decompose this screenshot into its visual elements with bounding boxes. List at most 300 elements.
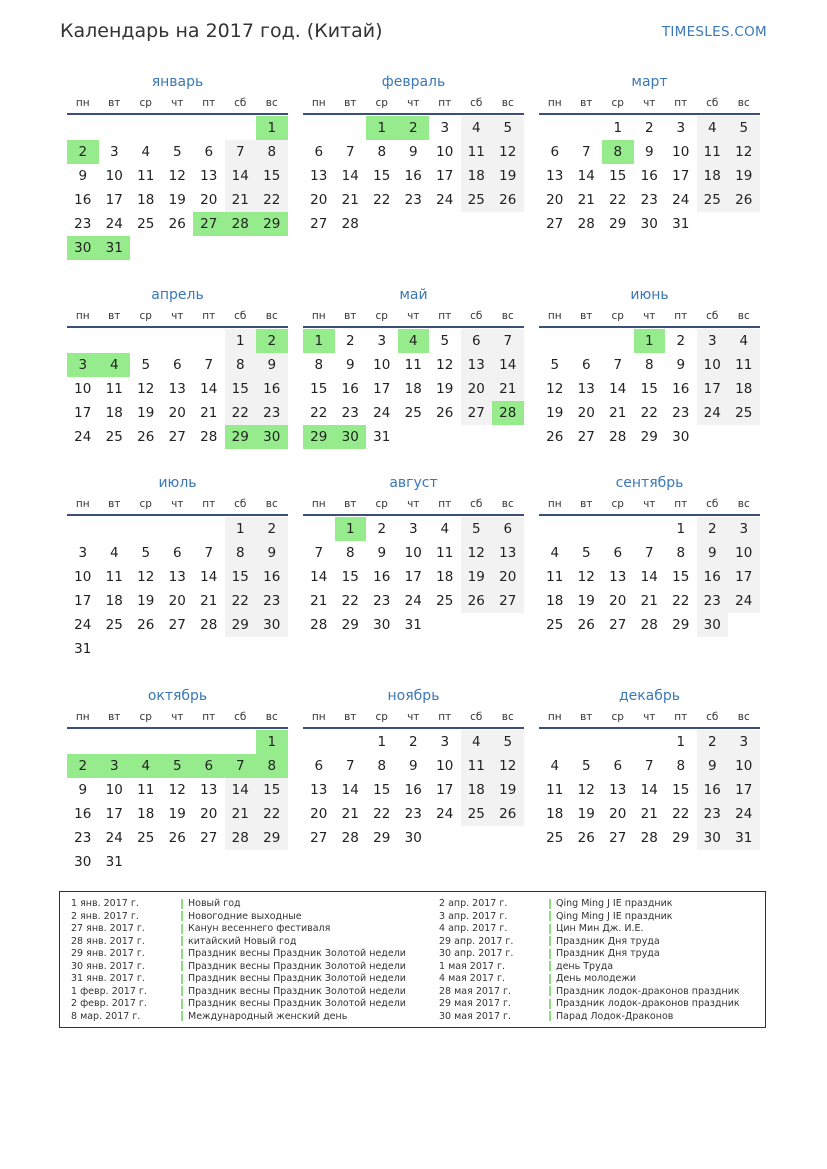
day-cell: 13 bbox=[310, 782, 328, 798]
day-cell: 18 bbox=[546, 593, 564, 609]
day-cell: 25 bbox=[546, 830, 564, 846]
month-calendar bbox=[67, 473, 288, 661]
day-cell: 16 bbox=[672, 381, 690, 397]
day-cell: 5 bbox=[141, 545, 151, 561]
holiday-day-cell: 4 bbox=[99, 353, 131, 377]
weekday-label: вс bbox=[265, 711, 278, 723]
day-cell: 18 bbox=[137, 806, 155, 822]
weekday-label: пн bbox=[547, 97, 562, 109]
weekday-label: вс bbox=[501, 498, 514, 510]
day-cell: 13 bbox=[609, 569, 627, 585]
day-cell: 16 bbox=[373, 569, 391, 585]
holiday-day-cell: 3 bbox=[99, 754, 131, 778]
day-cell: 22 bbox=[225, 401, 257, 425]
empty-day-cell bbox=[130, 116, 162, 140]
month-name: май bbox=[399, 287, 428, 303]
day-cell: 17 bbox=[373, 381, 391, 397]
weekday-label: пт bbox=[202, 711, 216, 723]
day-cell: 6 bbox=[172, 357, 182, 373]
legend-holiday-name: Праздник Дня труда bbox=[556, 935, 660, 947]
weekday-label: вт bbox=[108, 97, 121, 109]
day-cell: 12 bbox=[728, 140, 760, 164]
weekday-header bbox=[303, 94, 524, 112]
day-cell: 13 bbox=[168, 381, 186, 397]
holiday-day-cell: 1 bbox=[303, 329, 335, 353]
month-calendar bbox=[67, 285, 288, 449]
weekday-label: сб bbox=[706, 498, 719, 510]
empty-day-cell bbox=[67, 517, 99, 541]
day-cell: 10 bbox=[672, 144, 690, 160]
weekday-label: ср bbox=[139, 97, 152, 109]
day-cell: 16 bbox=[404, 168, 422, 184]
month-name: октябрь bbox=[147, 688, 208, 704]
day-cell: 11 bbox=[105, 569, 123, 585]
day-cell: 26 bbox=[137, 429, 155, 445]
day-cell: 31 bbox=[404, 617, 422, 633]
day-cell: 20 bbox=[609, 593, 627, 609]
day-cell: 21 bbox=[200, 405, 218, 421]
legend-holiday-name: Праздник Дня труда bbox=[556, 948, 660, 959]
day-cell: 15 bbox=[672, 569, 690, 585]
day-cell: 25 bbox=[137, 830, 155, 846]
day-cell: 24 bbox=[436, 806, 454, 822]
day-cell: 26 bbox=[546, 429, 564, 445]
empty-day-cell bbox=[303, 517, 335, 541]
holiday-day-cell: 4 bbox=[398, 329, 430, 353]
day-cell: 15 bbox=[373, 168, 391, 184]
weekday-label: пт bbox=[438, 310, 452, 322]
legend-holiday-name: Праздник весны Праздник Золотой недели bbox=[188, 998, 406, 1009]
day-cell: 31 bbox=[672, 216, 690, 232]
legend-holiday-name: Qing Ming J IE праздник bbox=[556, 910, 673, 922]
day-cell: 19 bbox=[137, 593, 155, 609]
day-cell: 23 bbox=[341, 405, 359, 421]
holiday-day-cell: 3 bbox=[67, 353, 99, 377]
day-cell: 8 bbox=[225, 353, 257, 377]
day-cell: 10 bbox=[373, 357, 391, 373]
day-cell: 23 bbox=[404, 192, 422, 208]
holiday-day-cell: 29 bbox=[256, 212, 288, 236]
legend-holiday-name: Новогодние выходные bbox=[188, 910, 302, 922]
weekday-label: вс bbox=[501, 711, 514, 723]
legend-row bbox=[439, 1011, 740, 1024]
day-cell: 21 bbox=[640, 593, 658, 609]
day-cell: 6 bbox=[581, 357, 591, 373]
day-cell: 21 bbox=[310, 593, 328, 609]
day-cell: 22 bbox=[256, 802, 288, 826]
day-cell: 18 bbox=[105, 593, 123, 609]
day-cell: 27 bbox=[168, 429, 186, 445]
day-cell: 3 bbox=[109, 144, 119, 160]
day-cell: 19 bbox=[546, 405, 564, 421]
day-cell: 24 bbox=[728, 589, 760, 613]
holiday-day-cell: 1 bbox=[256, 116, 288, 140]
day-cell: 28 bbox=[200, 617, 218, 633]
days-grid bbox=[303, 730, 524, 850]
day-cell: 7 bbox=[613, 357, 623, 373]
day-cell: 20 bbox=[168, 405, 186, 421]
day-cell: 2 bbox=[345, 333, 355, 349]
weekday-label: чт bbox=[643, 97, 656, 109]
weekday-label: вт bbox=[344, 97, 357, 109]
day-cell: 15 bbox=[672, 782, 690, 798]
month-name: сентябрь bbox=[615, 475, 684, 491]
day-cell: 25 bbox=[404, 405, 422, 421]
legend-date: 27 янв. 2017 г. bbox=[71, 923, 145, 934]
day-cell: 12 bbox=[137, 381, 155, 397]
empty-day-cell bbox=[539, 517, 571, 541]
day-cell: 16 bbox=[74, 192, 92, 208]
holiday-marker bbox=[549, 911, 551, 921]
day-cell: 26 bbox=[577, 830, 595, 846]
day-cell: 24 bbox=[728, 802, 760, 826]
holiday-marker bbox=[549, 1011, 551, 1021]
legend-date: 29 апр. 2017 г. bbox=[439, 935, 514, 947]
legend-date: 2 февр. 2017 г. bbox=[71, 998, 147, 1009]
day-cell: 18 bbox=[404, 381, 422, 397]
days-grid bbox=[67, 517, 288, 661]
day-cell: 7 bbox=[644, 758, 654, 774]
legend-date: 29 мая 2017 г. bbox=[439, 998, 512, 1009]
day-cell: 22 bbox=[310, 405, 328, 421]
day-cell: 17 bbox=[74, 405, 92, 421]
day-cell: 13 bbox=[492, 541, 524, 565]
day-cell: 20 bbox=[200, 806, 218, 822]
day-cell: 29 bbox=[640, 429, 658, 445]
day-cell: 25 bbox=[461, 188, 493, 212]
empty-day-cell bbox=[193, 329, 225, 353]
day-cell: 3 bbox=[78, 545, 88, 561]
day-cell: 17 bbox=[404, 569, 422, 585]
weekday-label: пн bbox=[547, 310, 562, 322]
day-cell: 4 bbox=[550, 758, 560, 774]
weekday-divider bbox=[303, 727, 524, 729]
legend-holiday-name: Праздник весны Праздник Золотой недели bbox=[188, 985, 406, 997]
day-cell: 11 bbox=[697, 140, 729, 164]
holiday-marker bbox=[549, 974, 551, 984]
holiday-day-cell: 1 bbox=[366, 116, 398, 140]
day-cell: 3 bbox=[377, 333, 387, 349]
legend-holiday-name: Международный женский день bbox=[188, 1010, 348, 1022]
day-cell: 15 bbox=[640, 381, 658, 397]
weekday-header bbox=[539, 307, 760, 325]
legend-holiday-name: День молодежи bbox=[556, 973, 637, 984]
days-grid bbox=[67, 730, 288, 874]
legend-date: 29 янв. 2017 г. bbox=[71, 948, 145, 959]
legend-holiday-name: Парад Лодок-Драконов bbox=[556, 1010, 674, 1022]
holiday-marker bbox=[549, 986, 551, 996]
holiday-day-cell: 30 bbox=[335, 425, 367, 449]
weekday-label: пт bbox=[438, 498, 452, 510]
weekday-label: вт bbox=[580, 97, 593, 109]
holiday-day-cell: 8 bbox=[602, 140, 634, 164]
legend-row bbox=[439, 998, 740, 1011]
day-cell: 13 bbox=[609, 782, 627, 798]
legend-date: 1 мая 2017 г. bbox=[439, 960, 505, 972]
holiday-marker bbox=[181, 936, 183, 946]
month-name: июнь bbox=[630, 287, 669, 303]
legend-holiday-name: Праздник лодок-драконов праздник bbox=[556, 985, 740, 997]
legend-date: 4 мая 2017 г. bbox=[439, 973, 505, 984]
day-cell: 24 bbox=[74, 429, 92, 445]
weekday-label: сб bbox=[706, 97, 719, 109]
day-cell: 5 bbox=[550, 357, 560, 373]
day-cell: 19 bbox=[137, 405, 155, 421]
day-cell: 18 bbox=[697, 164, 729, 188]
day-cell: 1 bbox=[377, 734, 387, 750]
day-cell: 21 bbox=[577, 192, 595, 208]
month-calendar bbox=[303, 72, 524, 236]
month-calendar bbox=[539, 72, 760, 236]
day-cell: 15 bbox=[256, 164, 288, 188]
day-cell: 19 bbox=[577, 806, 595, 822]
day-cell: 14 bbox=[341, 782, 359, 798]
day-cell: 26 bbox=[461, 589, 493, 613]
day-cell: 17 bbox=[105, 192, 123, 208]
day-cell: 7 bbox=[204, 545, 214, 561]
day-cell: 24 bbox=[697, 401, 729, 425]
day-cell: 20 bbox=[609, 806, 627, 822]
holiday-day-cell: 2 bbox=[67, 754, 99, 778]
day-cell: 8 bbox=[644, 357, 654, 373]
weekday-label: ср bbox=[375, 498, 388, 510]
weekday-label: сб bbox=[470, 711, 483, 723]
day-cell: 19 bbox=[492, 778, 524, 802]
day-cell: 9 bbox=[377, 545, 387, 561]
day-cell: 6 bbox=[204, 144, 214, 160]
day-cell: 2 bbox=[377, 521, 387, 537]
day-cell: 5 bbox=[581, 758, 591, 774]
day-cell: 26 bbox=[728, 188, 760, 212]
day-cell: 28 bbox=[200, 429, 218, 445]
day-cell: 11 bbox=[137, 168, 155, 184]
day-cell: 15 bbox=[225, 565, 257, 589]
day-cell: 5 bbox=[172, 144, 182, 160]
empty-day-cell bbox=[602, 517, 634, 541]
weekday-divider bbox=[539, 326, 760, 328]
day-cell: 9 bbox=[345, 357, 355, 373]
weekday-label: ср bbox=[611, 97, 624, 109]
month-name: январь bbox=[151, 74, 204, 90]
empty-day-cell bbox=[67, 116, 99, 140]
day-cell: 29 bbox=[225, 613, 257, 637]
day-cell: 9 bbox=[697, 541, 729, 565]
day-cell: 8 bbox=[314, 357, 324, 373]
day-cell: 26 bbox=[137, 617, 155, 633]
holiday-marker bbox=[181, 999, 183, 1009]
month-name: август bbox=[389, 475, 438, 491]
weekday-label: чт bbox=[643, 711, 656, 723]
holiday-day-cell: 2 bbox=[398, 116, 430, 140]
day-cell: 17 bbox=[74, 593, 92, 609]
legend-row bbox=[71, 898, 406, 911]
weekday-label: ср bbox=[611, 498, 624, 510]
weekday-label: вс bbox=[737, 310, 750, 322]
day-cell: 29 bbox=[672, 617, 690, 633]
day-cell: 9 bbox=[676, 357, 686, 373]
empty-day-cell bbox=[539, 730, 571, 754]
day-cell: 4 bbox=[141, 144, 151, 160]
legend-date: 30 апр. 2017 г. bbox=[439, 948, 514, 959]
day-cell: 13 bbox=[200, 168, 218, 184]
weekday-label: вт bbox=[344, 498, 357, 510]
day-cell: 23 bbox=[404, 806, 422, 822]
day-cell: 6 bbox=[550, 144, 560, 160]
day-cell: 19 bbox=[728, 164, 760, 188]
day-cell: 21 bbox=[225, 802, 257, 826]
days-grid bbox=[67, 329, 288, 449]
legend-row bbox=[71, 998, 406, 1011]
day-cell: 23 bbox=[672, 405, 690, 421]
day-cell: 27 bbox=[200, 830, 218, 846]
day-cell: 4 bbox=[461, 730, 493, 754]
day-cell: 30 bbox=[74, 854, 92, 870]
day-cell: 2 bbox=[408, 734, 418, 750]
empty-day-cell bbox=[99, 116, 131, 140]
weekday-header bbox=[67, 708, 288, 726]
holiday-day-cell: 2 bbox=[67, 140, 99, 164]
day-cell: 22 bbox=[640, 405, 658, 421]
holiday-marker bbox=[549, 999, 551, 1009]
day-cell: 22 bbox=[672, 593, 690, 609]
weekday-header bbox=[67, 94, 288, 112]
day-cell: 21 bbox=[225, 188, 257, 212]
day-cell: 30 bbox=[640, 216, 658, 232]
weekday-label: вс bbox=[737, 711, 750, 723]
day-cell: 10 bbox=[105, 782, 123, 798]
day-cell: 7 bbox=[581, 144, 591, 160]
empty-day-cell bbox=[634, 517, 666, 541]
legend-date: 8 мар. 2017 г. bbox=[71, 1010, 141, 1022]
day-cell: 10 bbox=[697, 353, 729, 377]
legend-date: 30 мая 2017 г. bbox=[439, 1010, 512, 1022]
holiday-day-cell: 1 bbox=[256, 730, 288, 754]
legend-holiday-name: Праздник весны Праздник Золотой недели bbox=[188, 960, 406, 972]
day-cell: 22 bbox=[225, 589, 257, 613]
empty-day-cell bbox=[193, 730, 225, 754]
day-cell: 17 bbox=[728, 778, 760, 802]
day-cell: 28 bbox=[609, 429, 627, 445]
day-cell: 4 bbox=[461, 116, 493, 140]
day-cell: 1 bbox=[676, 521, 686, 537]
day-cell: 17 bbox=[436, 782, 454, 798]
legend-date: 2 янв. 2017 г. bbox=[71, 910, 139, 922]
day-cell: 20 bbox=[577, 405, 595, 421]
weekday-label: ср bbox=[611, 711, 624, 723]
weekday-divider bbox=[539, 113, 760, 115]
weekday-label: сб bbox=[234, 310, 247, 322]
day-cell: 11 bbox=[137, 782, 155, 798]
day-cell: 26 bbox=[492, 802, 524, 826]
holiday-day-cell: 4 bbox=[130, 754, 162, 778]
day-cell: 13 bbox=[546, 168, 564, 184]
holiday-day-cell: 1 bbox=[634, 329, 666, 353]
empty-day-cell bbox=[303, 116, 335, 140]
day-cell: 23 bbox=[74, 216, 92, 232]
holiday-day-cell: 1 bbox=[335, 517, 367, 541]
holiday-marker bbox=[181, 899, 183, 909]
day-cell: 7 bbox=[314, 545, 324, 561]
month-name: июль bbox=[158, 475, 197, 491]
day-cell: 11 bbox=[404, 357, 422, 373]
weekday-label: пн bbox=[311, 97, 326, 109]
weekday-header bbox=[67, 495, 288, 513]
holiday-day-cell: 28 bbox=[492, 401, 524, 425]
day-cell: 27 bbox=[168, 617, 186, 633]
day-cell: 16 bbox=[256, 565, 288, 589]
day-cell: 6 bbox=[461, 329, 493, 353]
day-cell: 7 bbox=[225, 140, 257, 164]
day-cell: 6 bbox=[314, 144, 324, 160]
month-name: март bbox=[631, 74, 668, 90]
weekday-label: сб bbox=[470, 97, 483, 109]
legend-date: 28 мая 2017 г. bbox=[439, 985, 512, 997]
days-grid bbox=[539, 517, 760, 637]
day-cell: 19 bbox=[436, 381, 454, 397]
day-cell: 18 bbox=[436, 569, 454, 585]
month-calendar bbox=[539, 686, 760, 850]
weekday-label: вт bbox=[108, 711, 121, 723]
day-cell: 7 bbox=[492, 329, 524, 353]
holiday-marker bbox=[181, 949, 183, 959]
day-cell: 15 bbox=[373, 782, 391, 798]
day-cell: 25 bbox=[546, 617, 564, 633]
day-cell: 15 bbox=[256, 778, 288, 802]
day-cell: 22 bbox=[609, 192, 627, 208]
day-cell: 1 bbox=[613, 120, 623, 136]
weekday-label: вс bbox=[501, 310, 514, 322]
day-cell: 3 bbox=[728, 730, 760, 754]
day-cell: 6 bbox=[314, 758, 324, 774]
legend-date: 31 янв. 2017 г. bbox=[71, 973, 145, 984]
day-cell: 9 bbox=[78, 168, 88, 184]
day-cell: 17 bbox=[728, 565, 760, 589]
site-brand-link[interactable]: TIMESLES.COM bbox=[661, 24, 767, 40]
weekday-label: вс bbox=[265, 97, 278, 109]
holiday-day-cell: 30 bbox=[256, 425, 288, 449]
day-cell: 13 bbox=[577, 381, 595, 397]
legend-holiday-name: Цин Мин Дж. И.Е. bbox=[556, 923, 644, 934]
legend-holiday-name: китайский Новый год bbox=[188, 935, 297, 947]
empty-day-cell bbox=[162, 116, 194, 140]
holiday-marker bbox=[181, 974, 183, 984]
day-cell: 28 bbox=[640, 617, 658, 633]
day-cell: 23 bbox=[640, 192, 658, 208]
day-cell: 10 bbox=[74, 569, 92, 585]
holiday-marker bbox=[181, 961, 183, 971]
legend-holiday-name: Праздник весны Праздник Золотой недели bbox=[188, 973, 406, 984]
day-cell: 20 bbox=[492, 565, 524, 589]
legend-holiday-name: Qing Ming J IE праздник bbox=[556, 898, 673, 909]
empty-day-cell bbox=[130, 730, 162, 754]
day-cell: 23 bbox=[373, 593, 391, 609]
weekday-label: пн bbox=[75, 97, 90, 109]
empty-day-cell bbox=[634, 730, 666, 754]
day-cell: 8 bbox=[256, 140, 288, 164]
weekday-divider bbox=[67, 113, 288, 115]
weekday-divider bbox=[303, 326, 524, 328]
day-cell: 18 bbox=[137, 192, 155, 208]
day-cell: 14 bbox=[341, 168, 359, 184]
day-cell: 16 bbox=[256, 377, 288, 401]
day-cell: 19 bbox=[168, 806, 186, 822]
day-cell: 20 bbox=[200, 192, 218, 208]
day-cell: 8 bbox=[377, 144, 387, 160]
day-cell: 27 bbox=[546, 216, 564, 232]
day-cell: 30 bbox=[373, 617, 391, 633]
day-cell: 29 bbox=[256, 826, 288, 850]
day-cell: 5 bbox=[581, 545, 591, 561]
